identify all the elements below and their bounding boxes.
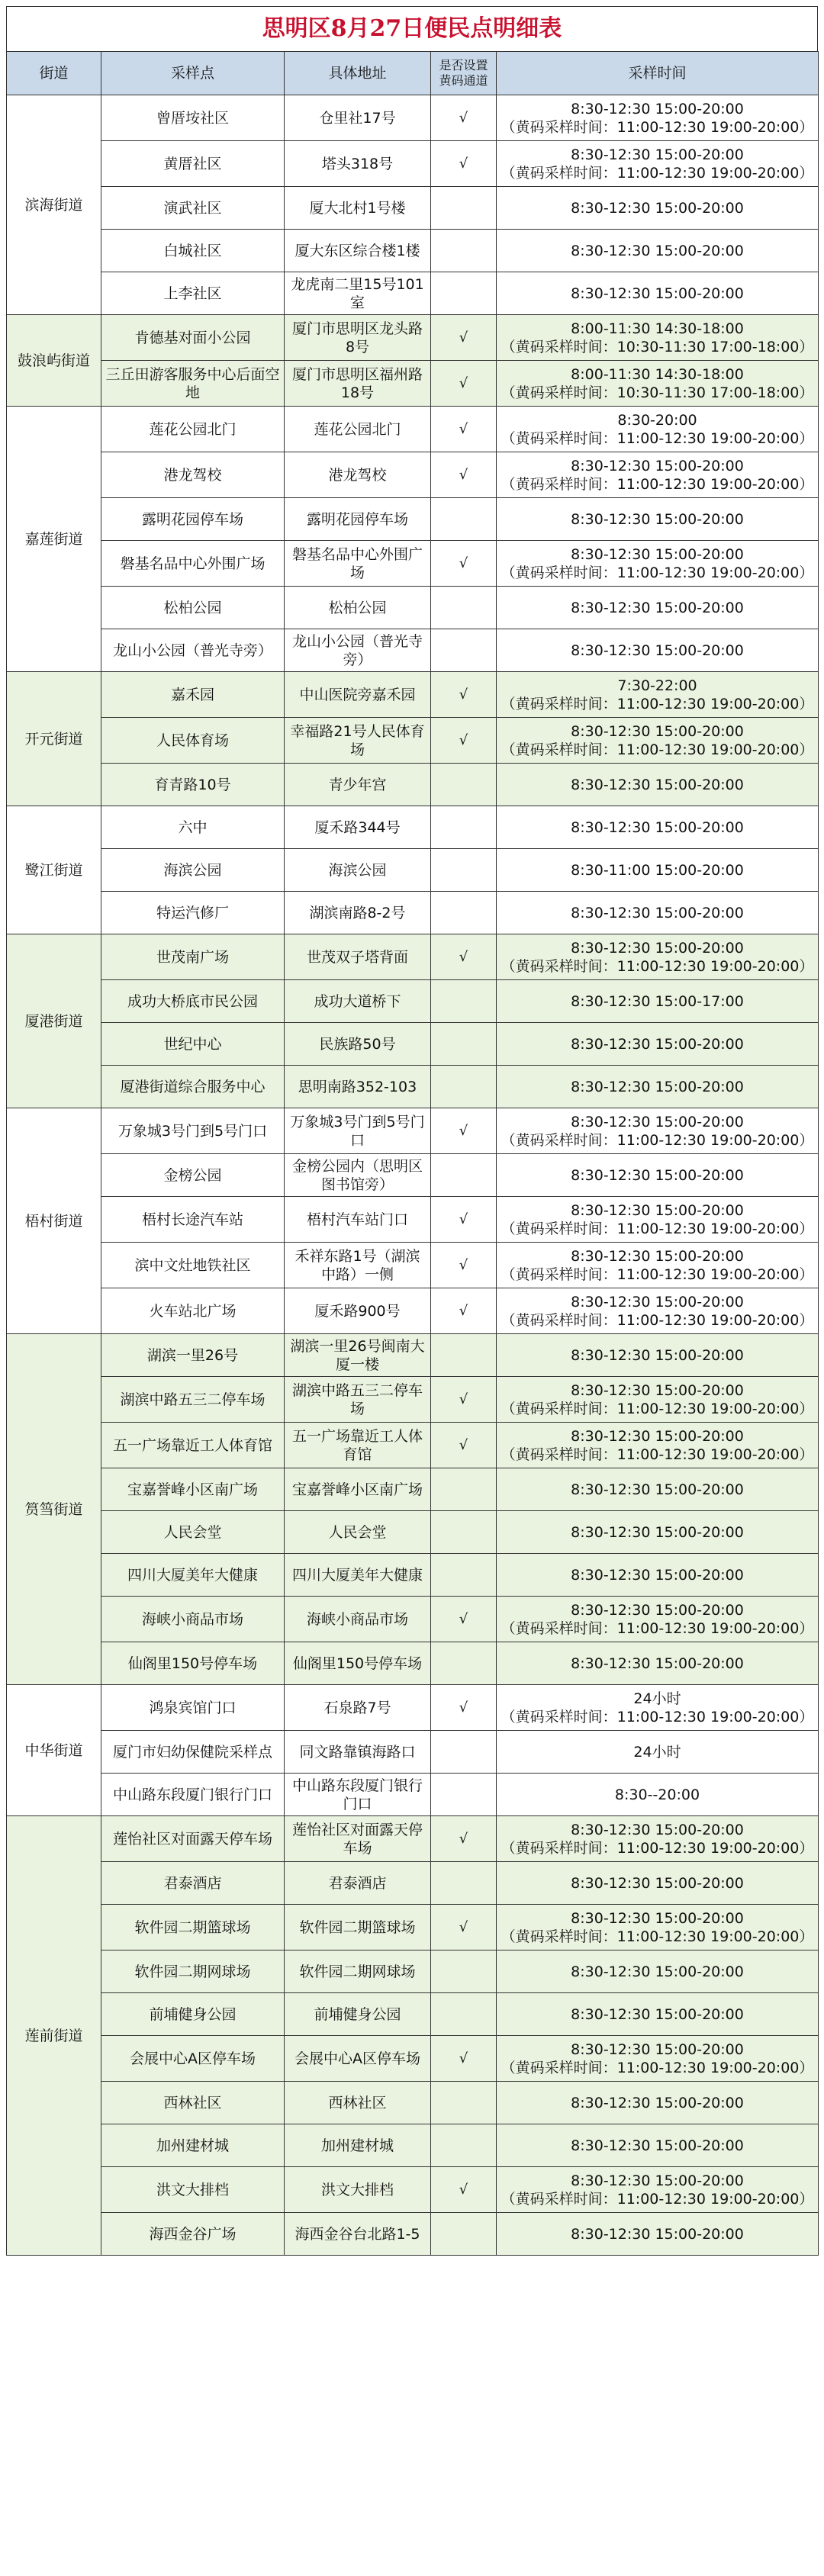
table-row	[7, 1197, 819, 1243]
yellow-channel-cell	[431, 587, 497, 629]
street-cell: 厦港街道	[7, 934, 101, 1108]
table-row	[7, 849, 819, 892]
street-cell: 筼筜街道	[7, 1334, 101, 1685]
point-cell: 中山路东段厦门银行门口	[101, 1774, 285, 1816]
yellow-channel-cell: √	[431, 95, 497, 141]
point-cell: 宝嘉誉峰小区南广场	[101, 1468, 285, 1511]
point-cell: 演武社区	[101, 187, 285, 230]
yellow-channel-cell: √	[431, 1288, 497, 1334]
time-cell: 8:30-12:30 15:00-20:00 （黄码采样时间：11:00-12:30 19:00-20:00）	[497, 1423, 819, 1468]
table-row	[7, 1642, 819, 1685]
yellow-channel-cell	[431, 230, 497, 272]
time-cell: 8:30-12:30 15:00-20:00	[497, 806, 819, 849]
address-cell: 海滨公园	[285, 849, 431, 892]
yellow-channel-cell	[431, 1468, 497, 1511]
table-row	[7, 2213, 819, 2256]
yellow-channel-cell: √	[431, 1685, 497, 1731]
time-cell: 8:30-12:30 15:00-20:00 （黄码采样时间：11:00-12:30 19:00-20:00）	[497, 95, 819, 141]
point-cell: 金榜公园	[101, 1154, 285, 1197]
address-cell: 仓里社17号	[285, 95, 431, 141]
address-cell: 港龙驾校	[285, 452, 431, 498]
address-cell: 四川大厦美年大健康	[285, 1554, 431, 1597]
header-yellow-channel: 是否设置黄码通道	[431, 52, 497, 95]
address-cell: 湖滨中路五三二停车场	[285, 1377, 431, 1423]
time-cell: 8:30-12:30 15:00-17:00	[497, 980, 819, 1023]
yellow-channel-cell: √	[431, 1377, 497, 1423]
point-cell: 曾厝垵社区	[101, 95, 285, 141]
point-cell: 会展中心A区停车场	[101, 2036, 285, 2082]
street-cell: 嘉莲街道	[7, 407, 101, 672]
table-row	[7, 1334, 819, 1377]
yellow-channel-cell: √	[431, 1597, 497, 1642]
table-row	[7, 1468, 819, 1511]
point-cell: 湖滨中路五三二停车场	[101, 1377, 285, 1423]
yellow-channel-cell	[431, 187, 497, 230]
point-cell: 火车站北广场	[101, 1288, 285, 1334]
point-cell: 洪文大排档	[101, 2167, 285, 2213]
point-cell: 五一广场靠近工人体育馆	[101, 1423, 285, 1468]
address-cell: 龙山小公园（普光寺旁）	[285, 629, 431, 672]
time-cell: 8:30-12:30 15:00-20:00	[497, 1023, 819, 1066]
table-row	[7, 1554, 819, 1597]
point-cell: 三丘田游客服务中心后面空地	[101, 361, 285, 407]
address-cell: 前埔健身公园	[285, 1993, 431, 2036]
yellow-channel-cell	[431, 2124, 497, 2167]
point-cell: 海西金谷广场	[101, 2213, 285, 2256]
address-cell: 厦门市思明区龙头路8号	[285, 315, 431, 361]
address-cell: 湖滨一里26号闽南大厦一楼	[285, 1334, 431, 1377]
address-cell: 金榜公园内（思明区图书馆旁）	[285, 1154, 431, 1197]
table-row	[7, 230, 819, 272]
time-cell: 8:30-12:30 15:00-20:00 （黄码采样时间：11:00-12:30 19:00-20:00）	[497, 1597, 819, 1642]
point-cell: 前埔健身公园	[101, 1993, 285, 2036]
address-cell: 君泰酒店	[285, 1862, 431, 1905]
yellow-channel-cell	[431, 629, 497, 672]
point-cell: 露明花园停车场	[101, 498, 285, 541]
point-cell: 鸿泉宾馆门口	[101, 1685, 285, 1731]
address-cell: 仙阁里150号停车场	[285, 1642, 431, 1685]
street-cell: 鼓浪屿街道	[7, 315, 101, 407]
header-time: 采样时间	[497, 52, 819, 95]
point-cell: 特运汽修厂	[101, 892, 285, 934]
table-row	[7, 141, 819, 187]
yellow-channel-cell: √	[431, 1905, 497, 1950]
point-cell: 西林社区	[101, 2082, 285, 2124]
table-row	[7, 1288, 819, 1334]
point-cell: 万象城3号门到5号门口	[101, 1108, 285, 1154]
time-cell: 8:30-12:30 15:00-20:00 （黄码采样时间：11:00-12:30 19:00-20:00）	[497, 452, 819, 498]
address-cell: 万象城3号门到5号门口	[285, 1108, 431, 1154]
address-cell: 禾祥东路1号（湖滨中路）一侧	[285, 1243, 431, 1288]
point-cell: 龙山小公园（普光寺旁）	[101, 629, 285, 672]
yellow-channel-cell	[431, 980, 497, 1023]
table-row	[7, 2082, 819, 2124]
point-cell: 仙阁里150号停车场	[101, 1642, 285, 1685]
yellow-channel-cell	[431, 806, 497, 849]
yellow-channel-cell	[431, 764, 497, 806]
table-row	[7, 2036, 819, 2082]
street-cell: 滨海街道	[7, 95, 101, 315]
table-row	[7, 806, 819, 849]
street-cell: 莲前街道	[7, 1816, 101, 2256]
time-cell: 8:30-12:30 15:00-20:00	[497, 587, 819, 629]
address-cell: 厦大北村1号楼	[285, 187, 431, 230]
yellow-channel-cell	[431, 498, 497, 541]
table-row	[7, 1108, 819, 1154]
yellow-channel-cell: √	[431, 2167, 497, 2213]
table-row	[7, 2167, 819, 2213]
point-cell: 松柏公园	[101, 587, 285, 629]
time-cell: 8:30-12:30 15:00-20:00	[497, 230, 819, 272]
point-cell: 黄厝社区	[101, 141, 285, 187]
address-cell: 中山医院旁嘉禾园	[285, 672, 431, 718]
point-cell: 肯德基对面小公园	[101, 315, 285, 361]
time-cell: 8:30-12:30 15:00-20:00	[497, 764, 819, 806]
address-cell: 厦禾路344号	[285, 806, 431, 849]
table-row	[7, 407, 819, 452]
point-cell: 上李社区	[101, 272, 285, 315]
address-cell: 石泉路7号	[285, 1685, 431, 1731]
table-row	[7, 1862, 819, 1905]
street-cell: 开元街道	[7, 672, 101, 806]
table-row	[7, 980, 819, 1023]
table-row	[7, 1774, 819, 1816]
point-cell: 加州建材城	[101, 2124, 285, 2167]
table-row	[7, 587, 819, 629]
time-cell: 8:30-12:30 15:00-20:00 （黄码采样时间：11:00-12:30 19:00-20:00）	[497, 1905, 819, 1950]
address-cell: 民族路50号	[285, 1023, 431, 1066]
address-cell: 厦禾路900号	[285, 1288, 431, 1334]
time-cell: 8:30-12:30 15:00-20:00 （黄码采样时间：11:00-12:30 19:00-20:00）	[497, 1288, 819, 1334]
yellow-channel-cell	[431, 1154, 497, 1197]
point-cell: 磐基名品中心外围广场	[101, 541, 285, 587]
time-cell: 8:30-12:30 15:00-20:00	[497, 1154, 819, 1197]
address-cell: 五一广场靠近工人体育馆	[285, 1423, 431, 1468]
point-cell: 海滨公园	[101, 849, 285, 892]
table-row	[7, 1377, 819, 1423]
time-cell: 24小时	[497, 1731, 819, 1774]
time-cell: 8:30-12:30 15:00-20:00	[497, 272, 819, 315]
point-cell: 软件园二期网球场	[101, 1950, 285, 1993]
yellow-channel-cell: √	[431, 361, 497, 407]
address-cell: 厦门市思明区福州路18号	[285, 361, 431, 407]
table-row	[7, 1023, 819, 1066]
address-cell: 湖滨南路8-2号	[285, 892, 431, 934]
address-cell: 思明南路352-103	[285, 1066, 431, 1108]
yellow-channel-cell	[431, 1993, 497, 2036]
yellow-channel-cell	[431, 1511, 497, 1554]
point-cell: 人民体育场	[101, 718, 285, 764]
table-row	[7, 315, 819, 361]
address-cell: 软件园二期篮球场	[285, 1905, 431, 1950]
table-row	[7, 672, 819, 718]
address-cell: 加州建材城	[285, 2124, 431, 2167]
yellow-channel-cell	[431, 2213, 497, 2256]
yellow-channel-cell	[431, 1862, 497, 1905]
time-cell: 8:30-12:30 15:00-20:00 （黄码采样时间：11:00-12:30 19:00-20:00）	[497, 1108, 819, 1154]
time-cell: 8:30-20:00 （黄码采样时间：11:00-12:30 19:00-20:00）	[497, 407, 819, 452]
point-cell: 人民会堂	[101, 1511, 285, 1554]
table-row	[7, 764, 819, 806]
time-cell: 8:30-12:30 15:00-20:00 （黄码采样时间：11:00-12:30 19:00-20:00）	[497, 141, 819, 187]
time-cell: 8:30-12:30 15:00-20:00	[497, 1642, 819, 1685]
table-row	[7, 718, 819, 764]
address-cell: 松柏公园	[285, 587, 431, 629]
point-cell: 六中	[101, 806, 285, 849]
time-cell: 8:30--20:00	[497, 1774, 819, 1816]
address-cell: 海峡小商品市场	[285, 1597, 431, 1642]
address-cell: 莲花公园北门	[285, 407, 431, 452]
table-row	[7, 629, 819, 672]
yellow-channel-cell	[431, 2082, 497, 2124]
yellow-channel-cell	[431, 1554, 497, 1597]
yellow-channel-cell: √	[431, 452, 497, 498]
time-cell: 8:30-12:30 15:00-20:00	[497, 1468, 819, 1511]
time-cell: 8:30-12:30 15:00-20:00 （黄码采样时间：11:00-12:30 19:00-20:00）	[497, 934, 819, 980]
time-cell: 8:30-12:30 15:00-20:00 （黄码采样时间：11:00-12:30 19:00-20:00）	[497, 1816, 819, 1862]
table-row	[7, 1950, 819, 1993]
time-cell: 8:30-12:30 15:00-20:00	[497, 1511, 819, 1554]
header-row	[7, 52, 819, 95]
table-row	[7, 452, 819, 498]
address-cell: 梧村汽车站门口	[285, 1197, 431, 1243]
yellow-channel-cell	[431, 1023, 497, 1066]
table-row	[7, 541, 819, 587]
table-title: 思明区8月27日便民点明细表	[6, 6, 818, 51]
address-cell: 人民会堂	[285, 1511, 431, 1554]
point-cell: 世茂南广场	[101, 934, 285, 980]
table-row	[7, 1905, 819, 1950]
address-cell: 宝嘉誉峰小区南广场	[285, 1468, 431, 1511]
time-cell: 8:30-12:30 15:00-20:00 （黄码采样时间：11:00-12:30 19:00-20:00）	[497, 1197, 819, 1243]
table-row	[7, 2124, 819, 2167]
yellow-channel-cell: √	[431, 934, 497, 980]
document-page	[6, 6, 818, 2256]
yellow-channel-cell	[431, 272, 497, 315]
table-row	[7, 498, 819, 541]
address-cell: 幸福路21号人民体育场	[285, 718, 431, 764]
table-row	[7, 187, 819, 230]
street-cell: 中华街道	[7, 1685, 101, 1816]
yellow-channel-cell	[431, 1774, 497, 1816]
table-row	[7, 934, 819, 980]
yellow-channel-cell	[431, 892, 497, 934]
table-row	[7, 361, 819, 407]
yellow-channel-cell: √	[431, 1108, 497, 1154]
time-cell: 8:30-12:30 15:00-20:00	[497, 1554, 819, 1597]
address-cell: 厦大东区综合楼1楼	[285, 230, 431, 272]
header-street: 街道	[7, 52, 101, 95]
header-address: 具体地址	[285, 52, 431, 95]
point-cell: 世纪中心	[101, 1023, 285, 1066]
address-cell: 龙虎南二里15号101室	[285, 272, 431, 315]
time-cell: 8:30-12:30 15:00-20:00 （黄码采样时间：11:00-12:30 19:00-20:00）	[497, 541, 819, 587]
yellow-channel-cell: √	[431, 141, 497, 187]
point-cell: 君泰酒店	[101, 1862, 285, 1905]
point-cell: 四川大厦美年大健康	[101, 1554, 285, 1597]
time-cell: 8:30-12:30 15:00-20:00 （黄码采样时间：11:00-12:30 19:00-20:00）	[497, 1243, 819, 1288]
time-cell: 7:30-22:00 （黄码采样时间：11:00-12:30 19:00-20:00）	[497, 672, 819, 718]
time-cell: 8:30-12:30 15:00-20:00	[497, 2082, 819, 2124]
point-cell: 成功大桥底市民公园	[101, 980, 285, 1023]
point-cell: 港龙驾校	[101, 452, 285, 498]
yellow-channel-cell	[431, 1066, 497, 1108]
street-cell: 梧村街道	[7, 1108, 101, 1334]
point-cell: 梧村长途汽车站	[101, 1197, 285, 1243]
table-row	[7, 1816, 819, 1862]
address-cell: 世茂双子塔背面	[285, 934, 431, 980]
yellow-channel-cell	[431, 1950, 497, 1993]
yellow-channel-cell	[431, 1642, 497, 1685]
time-cell: 8:30-12:30 15:00-20:00 （黄码采样时间：11:00-12:30 19:00-20:00）	[497, 2167, 819, 2213]
address-cell: 软件园二期网球场	[285, 1950, 431, 1993]
time-cell: 8:30-12:30 15:00-20:00	[497, 1950, 819, 1993]
time-cell: 8:30-12:30 15:00-20:00	[497, 629, 819, 672]
time-cell: 8:30-12:30 15:00-20:00	[497, 892, 819, 934]
yellow-channel-cell: √	[431, 718, 497, 764]
time-cell: 8:30-12:30 15:00-20:00	[497, 2213, 819, 2256]
yellow-channel-cell: √	[431, 1243, 497, 1288]
point-cell: 滨中文灶地铁社区	[101, 1243, 285, 1288]
sampling-points-table	[6, 51, 819, 2256]
address-cell: 磐基名品中心外围广场	[285, 541, 431, 587]
street-cell: 鹭江街道	[7, 806, 101, 934]
address-cell: 洪文大排档	[285, 2167, 431, 2213]
time-cell: 24小时 （黄码采样时间：11:00-12:30 19:00-20:00）	[497, 1685, 819, 1731]
yellow-channel-cell: √	[431, 1423, 497, 1468]
point-cell: 软件园二期篮球场	[101, 1905, 285, 1950]
time-cell: 8:00-11:30 14:30-18:00 （黄码采样时间：10:30-11:30 17:00-18:00）	[497, 361, 819, 407]
time-cell: 8:30-12:30 15:00-20:00 （黄码采样时间：11:00-12:30 19:00-20:00）	[497, 2036, 819, 2082]
time-cell: 8:30-12:30 15:00-20:00	[497, 1862, 819, 1905]
yellow-channel-cell: √	[431, 407, 497, 452]
time-cell: 8:30-12:30 15:00-20:00	[497, 2124, 819, 2167]
table-row	[7, 1731, 819, 1774]
address-cell: 成功大道桥下	[285, 980, 431, 1023]
yellow-channel-cell: √	[431, 315, 497, 361]
point-cell: 厦港街道综合服务中心	[101, 1066, 285, 1108]
address-cell: 会展中心A区停车场	[285, 2036, 431, 2082]
table-row	[7, 1597, 819, 1642]
table-row	[7, 892, 819, 934]
address-cell: 西林社区	[285, 2082, 431, 2124]
yellow-channel-cell: √	[431, 1816, 497, 1862]
yellow-channel-cell	[431, 849, 497, 892]
point-cell: 白城社区	[101, 230, 285, 272]
table-row	[7, 95, 819, 141]
address-cell: 同文路靠镇海路口	[285, 1731, 431, 1774]
yellow-channel-cell	[431, 1334, 497, 1377]
yellow-channel-cell: √	[431, 672, 497, 718]
address-cell: 中山路东段厦门银行门口	[285, 1774, 431, 1816]
time-cell: 8:00-11:30 14:30-18:00 （黄码采样时间：10:30-11:30 17:00-18:00）	[497, 315, 819, 361]
yellow-channel-cell: √	[431, 541, 497, 587]
address-cell: 塔头318号	[285, 141, 431, 187]
yellow-channel-cell: √	[431, 1197, 497, 1243]
yellow-channel-cell: √	[431, 2036, 497, 2082]
address-cell: 莲怡社区对面露天停车场	[285, 1816, 431, 1862]
point-cell: 莲花公园北门	[101, 407, 285, 452]
point-cell: 育青路10号	[101, 764, 285, 806]
point-cell: 莲怡社区对面露天停车场	[101, 1816, 285, 1862]
time-cell: 8:30-12:30 15:00-20:00	[497, 187, 819, 230]
table-row	[7, 1243, 819, 1288]
address-cell: 露明花园停车场	[285, 498, 431, 541]
address-cell: 青少年宫	[285, 764, 431, 806]
table-row	[7, 1154, 819, 1197]
time-cell: 8:30-12:30 15:00-20:00	[497, 1334, 819, 1377]
point-cell: 嘉禾园	[101, 672, 285, 718]
header-point: 采样点	[101, 52, 285, 95]
table-body	[7, 95, 819, 2256]
table-row	[7, 1423, 819, 1468]
table-row	[7, 1511, 819, 1554]
point-cell: 海峡小商品市场	[101, 1597, 285, 1642]
address-cell: 海西金谷台北路1-5	[285, 2213, 431, 2256]
time-cell: 8:30-12:30 15:00-20:00	[497, 498, 819, 541]
time-cell: 8:30-12:30 15:00-20:00 （黄码采样时间：11:00-12:30 19:00-20:00）	[497, 1377, 819, 1423]
time-cell: 8:30-12:30 15:00-20:00	[497, 1066, 819, 1108]
yellow-channel-cell	[431, 1731, 497, 1774]
table-row	[7, 1066, 819, 1108]
time-cell: 8:30-12:30 15:00-20:00 （黄码采样时间：11:00-12:30 19:00-20:00）	[497, 718, 819, 764]
point-cell: 湖滨一里26号	[101, 1334, 285, 1377]
point-cell: 厦门市妇幼保健院采样点	[101, 1731, 285, 1774]
time-cell: 8:30-11:00 15:00-20:00	[497, 849, 819, 892]
table-row	[7, 1993, 819, 2036]
table-row	[7, 1685, 819, 1731]
time-cell: 8:30-12:30 15:00-20:00	[497, 1993, 819, 2036]
table-row	[7, 272, 819, 315]
